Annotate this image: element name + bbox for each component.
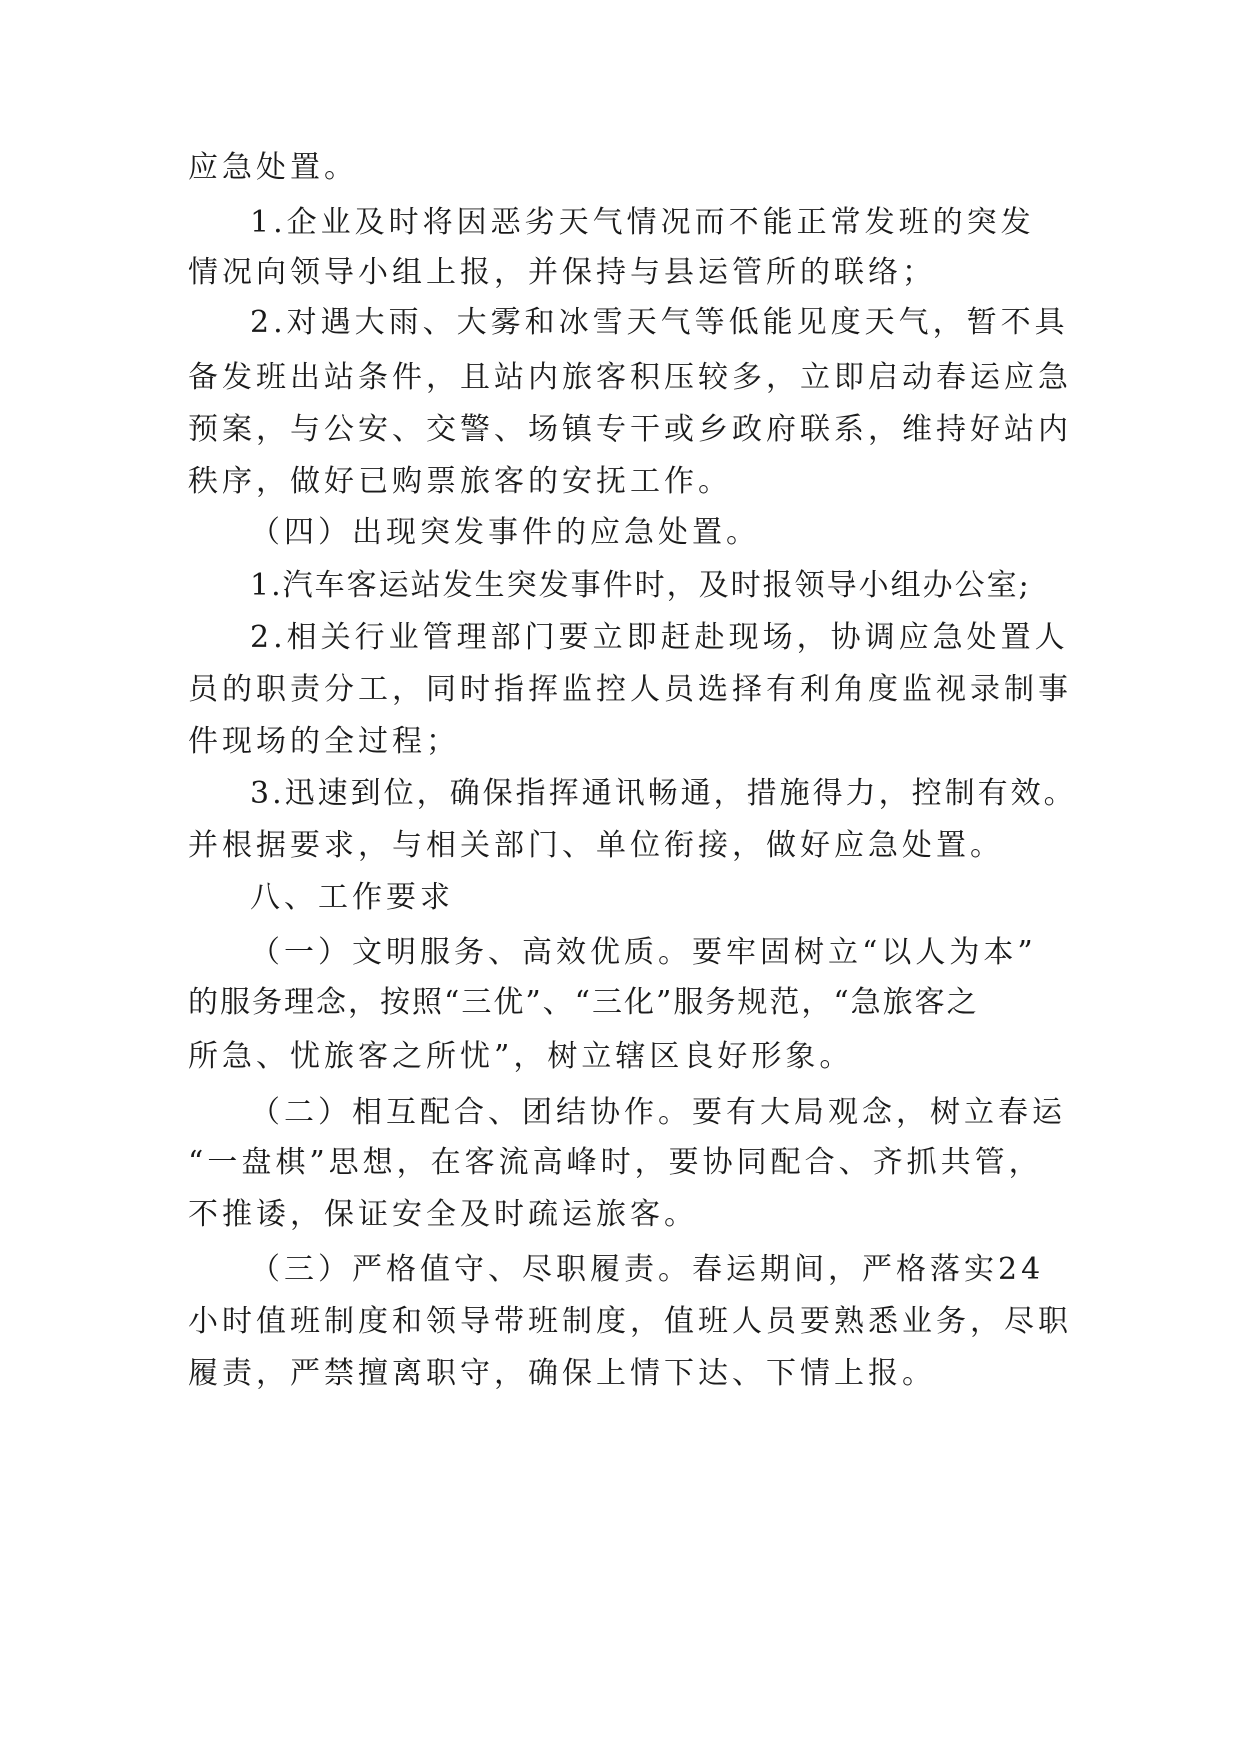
paragraph-line: （二）相互配合、团结协作。要有大局观念，树立春运 xyxy=(250,1095,1066,1130)
paragraph-line: 小时值班制度和领导带班制度，值班人员要熟悉业务，尽职 xyxy=(188,1304,1072,1339)
paragraph-line: （三）严格值守、尽职履责。春运期间，严格落实24 xyxy=(250,1252,1045,1287)
paragraph-line: 的服务理念，按照“三优”、“三化”服务规范，“急旅客之 xyxy=(188,985,979,1020)
paragraph-line: （一）文明服务、高效优质。要牢固树立“以人为本” xyxy=(250,935,1037,970)
paragraph-line: 员的职责分工，同时指挥监控人员选择有利角度监视录制事 xyxy=(188,672,1072,707)
paragraph-line: 件现场的全过程； xyxy=(188,724,460,759)
paragraph-line: 3.迅速到位，确保指挥通讯畅通，措施得力，控制有效。 xyxy=(250,776,1077,811)
paragraph-line: 预案，与公安、交警、场镇专干或乡政府联系，维持好站内 xyxy=(188,412,1072,447)
section-heading: 八、工作要求 xyxy=(250,880,454,915)
paragraph-line: 所急、忧旅客之所忧”，树立辖区良好形象。 xyxy=(188,1039,854,1074)
paragraph-line: 履责，严禁擅离职守，确保上情下达、下情上报。 xyxy=(188,1356,936,1391)
paragraph-line: 1.汽车客运站发生突发事件时，及时报领导小组办公室; xyxy=(250,568,1031,603)
paragraph-line: 备发班出站条件，且站内旅客积压较多，立即启动春运应急 xyxy=(188,360,1072,395)
paragraph-line: “一盘棋”思想，在客流高峰时，要协同配合、齐抓共管， xyxy=(188,1145,1043,1180)
paragraph-line: 秩序，做好已购票旅客的安抚工作。 xyxy=(188,464,732,499)
paragraph-line: 2.相关行业管理部门要立即赶赴现场，协调应急处置人 xyxy=(250,620,1069,655)
paragraph-line: 应急处置。 xyxy=(188,150,358,185)
paragraph-line: 不推诿，保证安全及时疏运旅客。 xyxy=(188,1197,698,1232)
section-heading: （四）出现突发事件的应急处置。 xyxy=(250,515,760,550)
paragraph-line: 2.对遇大雨、大雾和冰雪天气等低能见度天气，暂不具 xyxy=(250,305,1069,340)
paragraph-line: 1.企业及时将因恶劣天气情况而不能正常发班的突发 xyxy=(250,205,1035,240)
paragraph-line: 并根据要求，与相关部门、单位衔接，做好应急处置。 xyxy=(188,828,1004,863)
paragraph-line: 情况向领导小组上报，并保持与县运管所的联络； xyxy=(188,255,936,290)
